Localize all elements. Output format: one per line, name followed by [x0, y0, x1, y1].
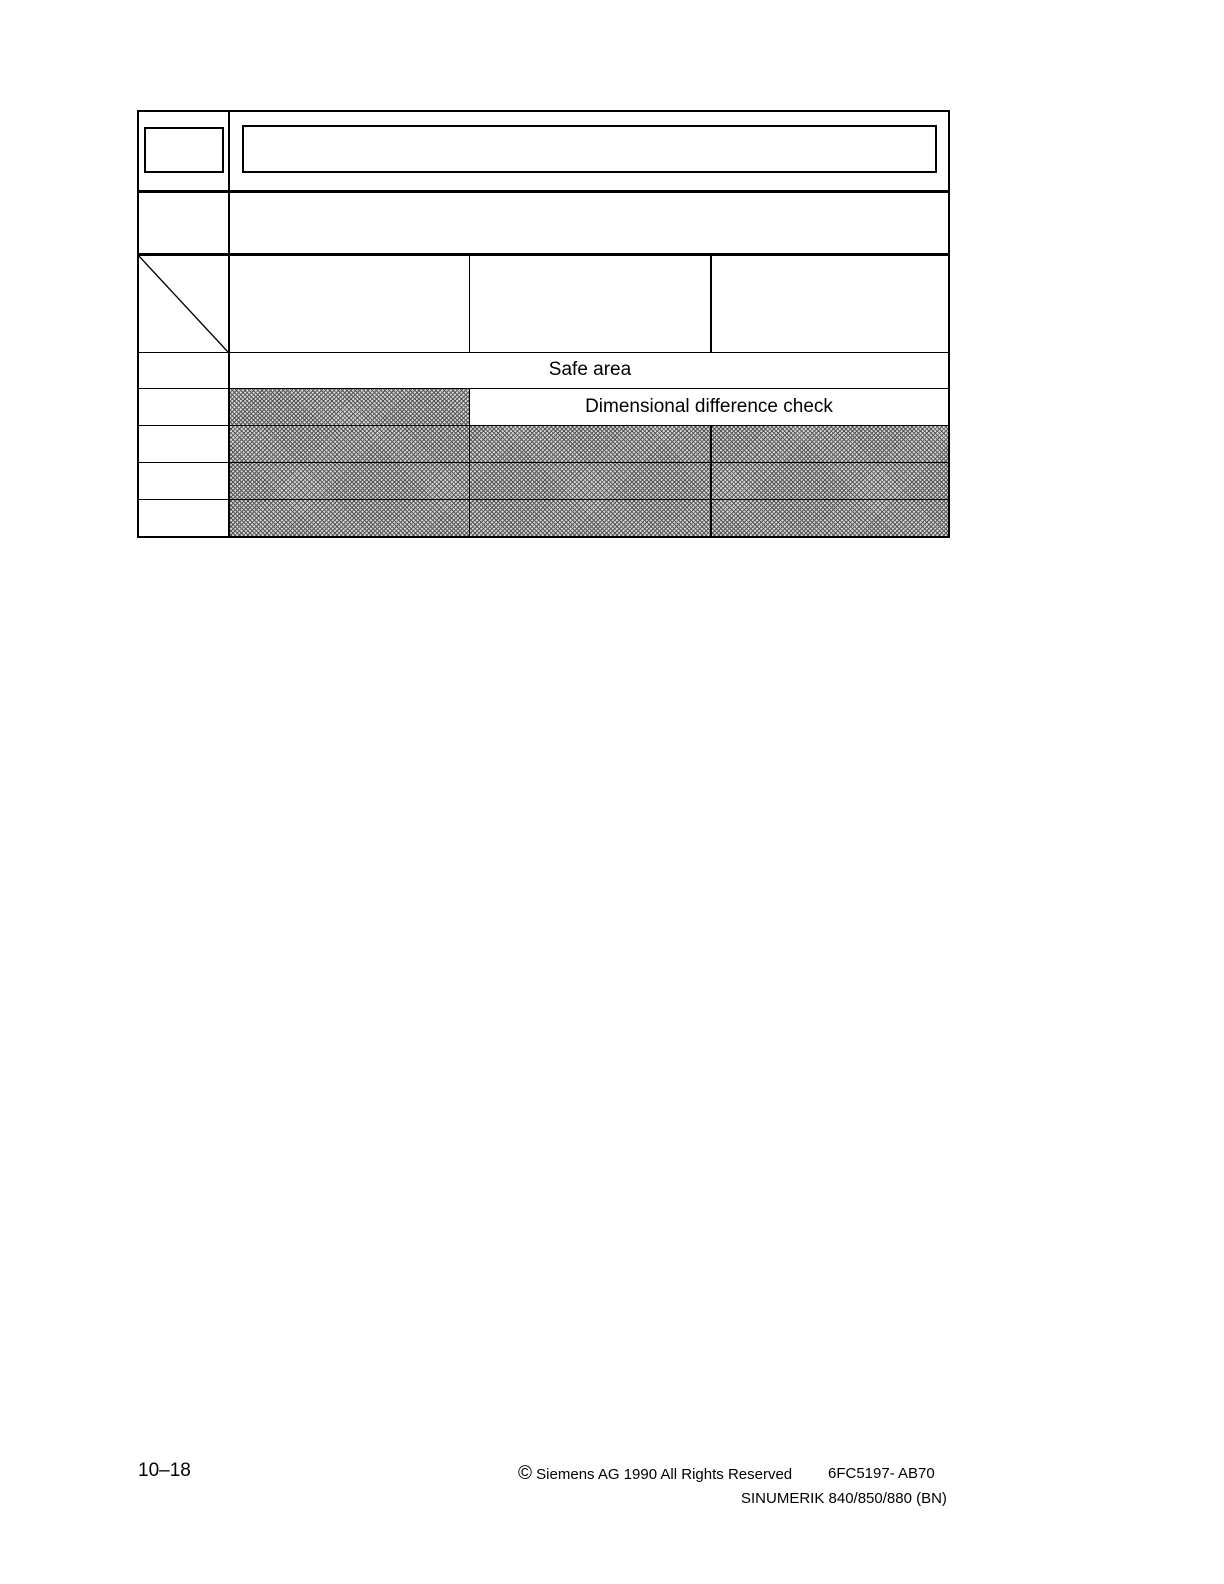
- product-name: SINUMERIK 840/850/880 (BN): [741, 1490, 947, 1507]
- copyright-line: [518, 1463, 792, 1485]
- column-divider-2-lower: [710, 426, 712, 538]
- row-separator: [137, 425, 950, 426]
- row-separator: [137, 499, 950, 500]
- safe-area-label: Safe area: [548, 359, 632, 380]
- table-border-top: [137, 110, 950, 112]
- section-separator: [137, 253, 950, 256]
- header-number-box: [144, 127, 224, 173]
- hatched-cell: [229, 389, 469, 426]
- header-title-box: [242, 125, 937, 173]
- copyright-text: Siemens AG 1990 All Rights Reserved: [536, 1466, 793, 1483]
- row-separator: [137, 462, 950, 463]
- page-number: 10–18: [138, 1460, 191, 1481]
- column-divider-2: [710, 255, 712, 352]
- table-border-right: [948, 110, 950, 538]
- hatched-cell: [229, 426, 950, 538]
- dimensional-difference-check-label: Dimensional difference check: [585, 396, 833, 417]
- corner-diagonal: [137, 255, 229, 353]
- copyright-symbol: ©: [518, 1463, 532, 1484]
- column-divider-1: [469, 255, 470, 352]
- table-border-bottom: [137, 536, 950, 538]
- order-number: 6FC5197- AB70: [828, 1465, 935, 1482]
- header-separator: [137, 190, 950, 193]
- data-table: [137, 110, 950, 538]
